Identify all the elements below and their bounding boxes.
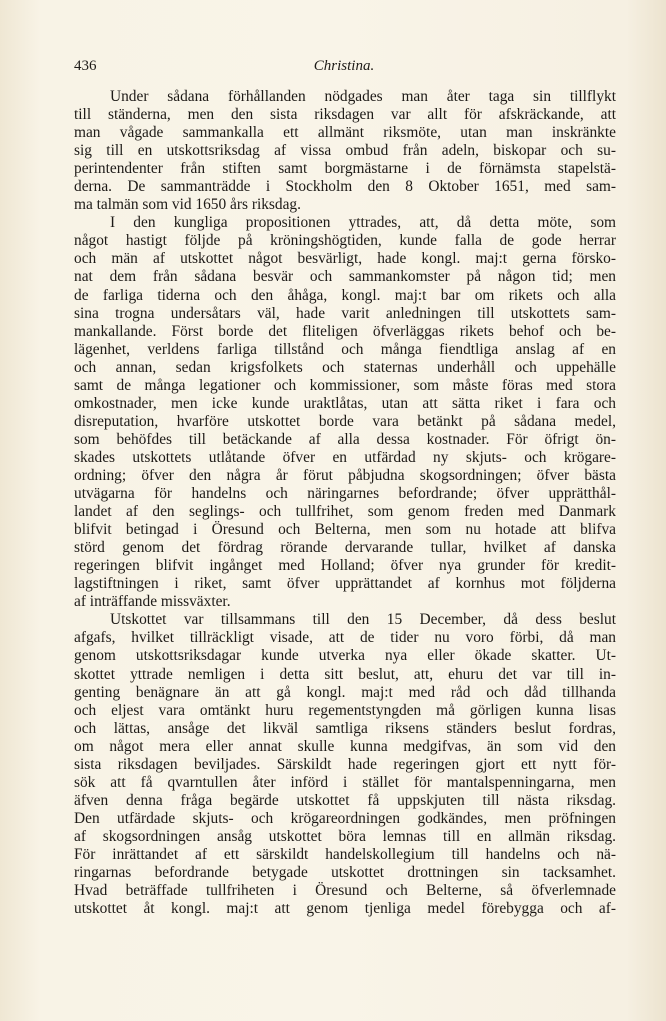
text-line: regeringen blifvit ingånget med Holland; öfver nya grunder för kredit- <box>74 557 616 575</box>
text-line: nat dem från sådana besvär och sammankomster på någon tid; men <box>74 268 616 286</box>
text-line: af skogsordningen ansåg utskottet böra lemnas till en allmän riksdag. <box>74 827 616 845</box>
page-number: 436 <box>74 58 97 74</box>
text-line: Den utfärdade skjuts- och krögareordningen godkändes, men pröfningen <box>74 809 616 827</box>
text-line: genting benägnare än att gå kongl. maj:t med råd och dåd tillhanda <box>74 683 616 701</box>
text-line: man vågade sammankalla ett allmänt riksmöte, utan man inskränkte <box>74 124 616 142</box>
text-line: skades utskottets utlåtande öfver en utfärdad ny skjuts- och krögare- <box>74 448 616 466</box>
text-line: utskottet åt kongl. maj:t att genom tjenliga medel förebygga och af- <box>74 900 616 918</box>
text-line: de farliga tiderna och den åhåga, kongl. maj:t bar om rikets och alla <box>74 286 616 304</box>
text-line: derna. De sammanträdde i Stockholm den 8 Oktober 1651, med sam- <box>74 178 616 196</box>
text-line: af inträffande missväxter. <box>74 593 231 611</box>
text-line: Hvad beträffade tullfriheten i Öresund och Belterne, så öfverlemnade <box>74 882 616 900</box>
page-header <box>74 58 614 80</box>
text-line: sista riksdagen beviljades. Särskildt hade regeringen gjort ett nytt för- <box>74 755 616 773</box>
text-line: störd genom det fördrag rörande dervarande tullar, hvilket af danska <box>74 539 616 557</box>
text-line: något hastigt följde på kröningshögtiden, kunde falla de gode herrar <box>74 232 616 250</box>
text-line: och eljest vara omtänkt huru regementstyngden må görligen kunna lisas <box>74 701 616 719</box>
text-line: sina trogna undersåtars väl, hade varit anledningen till utskottets sam- <box>74 304 616 322</box>
text-line: För inrättandet af ett särskildt handelskollegium till handelns och nä- <box>74 845 616 863</box>
text-line: Under sådana förhållanden nödgades man åter taga sin tillflykt <box>110 88 616 105</box>
running-title: Christina. <box>313 58 375 74</box>
text-line: sig till en utskottsriksdag af vissa ombud från adeln, biskopar och su- <box>74 142 616 160</box>
text-line: mankallande. Först borde det fliteligen öfverläggas rikets behof och be- <box>74 322 616 340</box>
text-line: I den kungliga propositionen yttrades, att, då detta möte, som <box>110 214 616 232</box>
text-line: sök att få qvarntullen åter införd i stället för mantalspenningarna, men <box>74 773 616 791</box>
body-text <box>74 88 616 918</box>
text-line: ringarnas befordrande betygade utskottet drottningen sin tacksamhet. <box>74 864 616 882</box>
text-line: utvägarna för handelns och näringarnes befordrande; öfver upprätthål- <box>74 485 616 503</box>
text-line: ordning; öfver den några år förut påbjudna skogsordningen; öfver bästa <box>74 466 616 484</box>
text-line: äfven denna fråga begärde utskottet få uppskjuten till nästa riksdag. <box>74 791 616 809</box>
text-line: lagstiftningen i riket, samt öfver upprättandet af kornhus mot följderna <box>74 575 616 593</box>
text-line: genom utskottsriksdagar kunde utverka nya eller ökade skatter. Ut- <box>74 647 616 665</box>
text-line: disreputation, hvarföre utskottet borde vara betänkt på sådana medel, <box>74 412 616 430</box>
text-line: som behöfdes till betäckande af alla dessa kostnader. För öfrigt ön- <box>74 430 616 448</box>
text-line: lägenhet, verldens farliga tillstånd och många fiendtliga anslag af en <box>74 340 616 358</box>
text-line: afgafs, hvilket tillräckligt visade, att de tider nu voro förbi, då man <box>74 629 616 647</box>
text-line: och män af utskottet något besvärligt, hade kongl. maj:t gerna försko- <box>74 250 616 268</box>
text-line: perintendenter från stiften samt borgmästarne i de förnämsta stapelstä- <box>74 160 616 178</box>
text-line: till ständerna, men den sista riksdagen var allt för afskräckande, att <box>74 106 616 124</box>
text-line: blifvit betingad i Öresund och Belterna, men som nu hotade att blifva <box>74 521 616 539</box>
text-line: om något mera eller annat skulle kunna medgifvas, än som vid den <box>74 737 616 755</box>
text-line: landet af den seglings- och tullfrihet, som genom freden med Danmark <box>74 503 616 521</box>
text-line: och lättas, ansåge det likväl samtliga riksens ständers beslut fordras, <box>74 719 616 737</box>
text-line: omkostnader, men icke kunde uraktlåtas, utan att sätta riket i fara och <box>74 394 616 412</box>
text-line: samt de många legationer och kommissioner, som måste föras med stora <box>74 376 616 394</box>
text-line: Utskottet var tillsammans till den 15 December, då dess beslut <box>110 611 616 629</box>
text-line: och annan, sedan krigsfolkets och staternas underhåll och uppehälle <box>74 358 616 376</box>
text-line: ma talmän som vid 1650 års riksdag. <box>74 196 301 214</box>
text-line: skottet yttrade nemligen i detta sitt beslut, att, ehuru det var till in- <box>74 665 616 683</box>
